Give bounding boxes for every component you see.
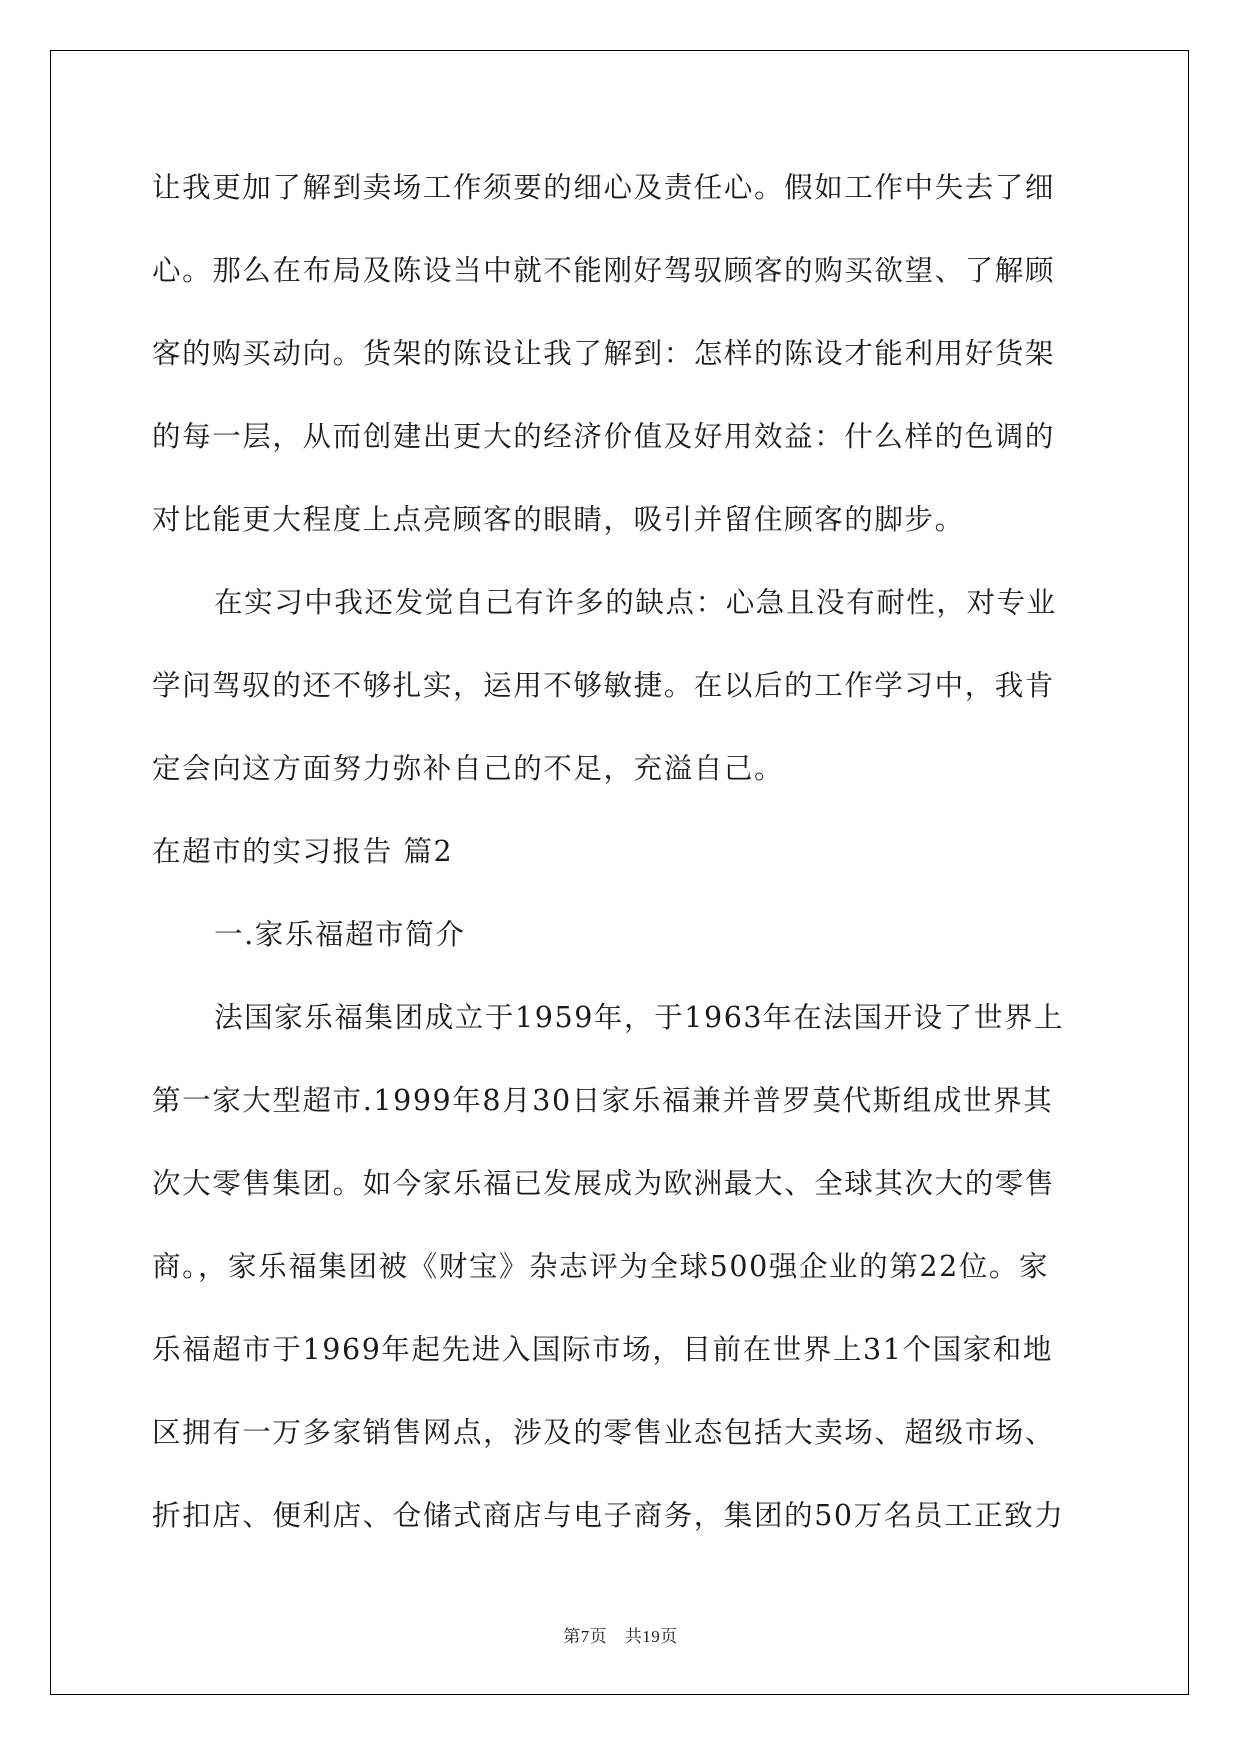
subsection-heading: 一.家乐福超市简介 [214,918,466,951]
text-line: 心。那么在布局及陈设当中就不能刚好驾驭顾客的购买欲望、了解顾 [152,254,1056,287]
text-line: 定会向这方面努力弥补自己的不足，充溢自己。 [152,752,785,785]
text-line: 区拥有一万多家销售网点，涉及的零售业态包括大卖场、超级市场、 [152,1416,1056,1449]
text-line: 的每一层，从而创建出更大的经济价值及好用效益：什么样的色调的 [152,420,1056,453]
text-line: 在实习中我还发觉自己有许多的缺点：心急且没有耐性，对专业 [214,586,1057,619]
text-line: 客的购买动向。货架的陈设让我了解到：怎样的陈设才能利用好货架 [152,337,1056,370]
text-line: 学问驾驭的还不够扎实，运用不够敏捷。在以后的工作学习中，我肯 [152,669,1056,702]
text-line: 商。，家乐福集团被《财宝》杂志评为全球500强企业的第22位。家 [152,1250,1050,1283]
text-line: 对比能更大程度上点亮顾客的眼睛，吸引并留住顾客的脚步。 [152,503,965,536]
section-heading: 在超市的实习报告 篇2 [152,835,454,868]
text-line: 第一家大型超市.1999年8月30日家乐福兼并普罗莫代斯组成世界其 [152,1084,1054,1117]
text-line: 法国家乐福集团成立于1959年，于1963年在法国开设了世界上 [214,1001,1065,1034]
text-line: 次大零售集团。如今家乐福已发展成为欧洲最大、全球其次大的零售 [152,1167,1056,1200]
text-line: 乐福超市于1969年起先进入国际市场，目前在世界上31个国家和地 [152,1333,1053,1366]
document-body [152,158,1092,1569]
text-line: 让我更加了解到卖场工作须要的细心及责任心。假如工作中失去了细 [152,171,1056,204]
page-footer: 第7页 共19页 [563,1627,678,1646]
text-line: 折扣店、便利店、仓储式商店与电子商务，集团的50万名员工正致力 [152,1499,1065,1532]
